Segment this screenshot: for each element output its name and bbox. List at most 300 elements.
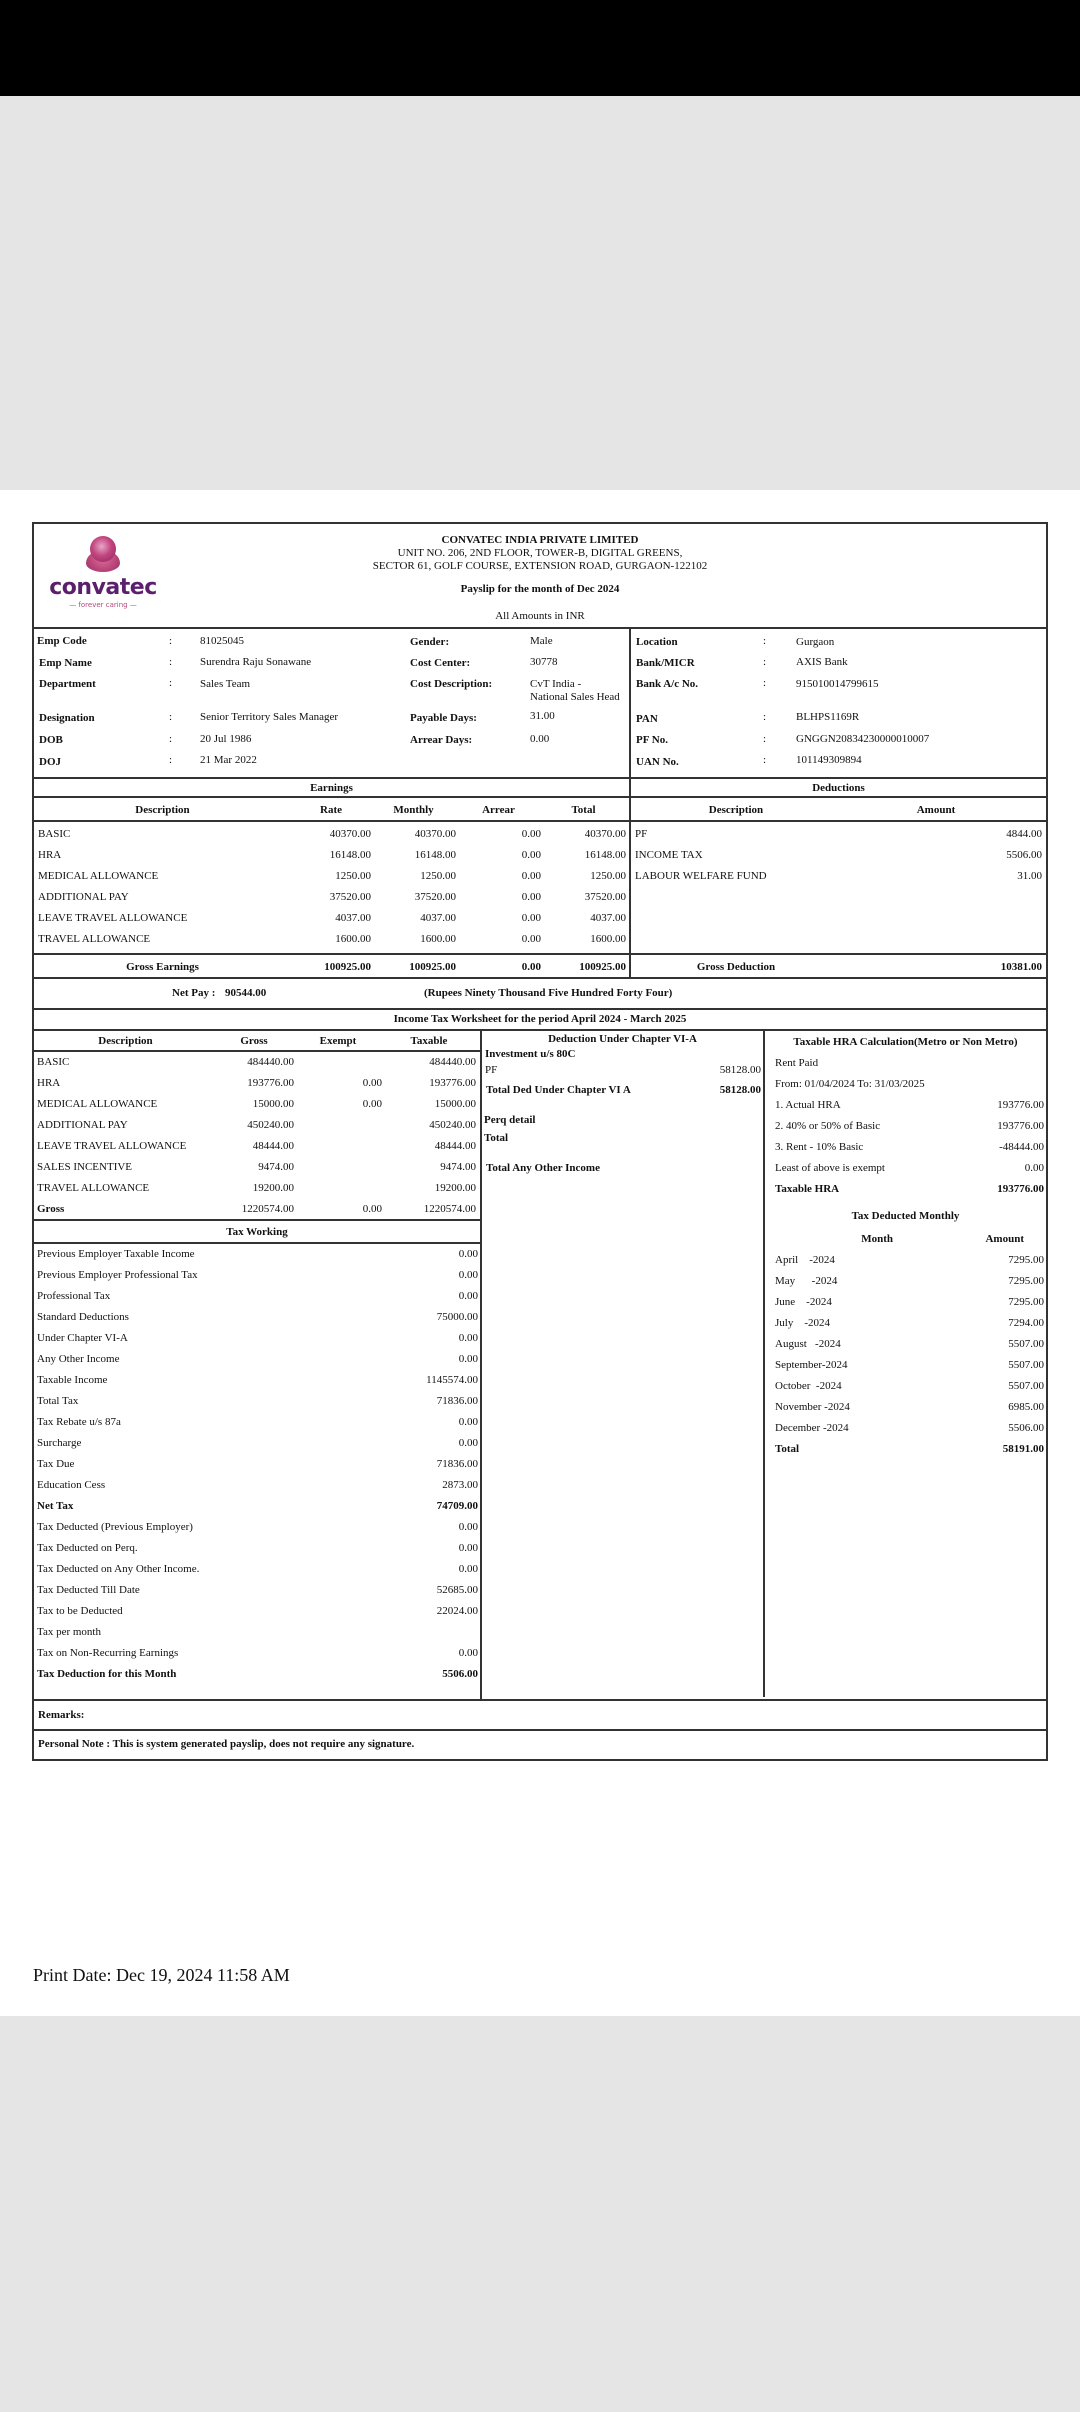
department-value: Sales Team [200,678,251,690]
income-description: ADDITIONAL PAY [37,1119,128,1131]
gross-earnings-label: Gross Earnings [126,961,199,973]
col-arrear: Arrear [482,804,515,816]
income-exempt [294,1052,382,1073]
investment-80c-label: Investment u/s 80C [485,1048,576,1060]
earning-total: 37520.00 [584,891,626,903]
earnings-title: Earnings [34,779,629,798]
table-row [765,1313,1046,1334]
table-row [34,1157,480,1178]
tax-working-label: Tax Deducted on Perq. [37,1542,138,1554]
income-description: TRAVEL ALLOWANCE [37,1182,150,1194]
earning-rate: 1250.00 [335,870,371,882]
net-tax-value: 74709.00 [436,1500,478,1512]
table-row [765,1355,1046,1376]
month-label: November -2024 [775,1401,850,1413]
table-row [34,1094,480,1115]
net-pay-value: 90544.00 [225,987,267,999]
tax-deduction-month-value: 5506.00 [442,1668,478,1680]
hra-period-text: From: 01/04/2024 To: 31/03/2025 [775,1078,925,1090]
employee-info [34,629,1046,779]
earning-description: ADDITIONAL PAY [38,891,129,903]
gender-label: Gender: [410,636,450,648]
gross-earnings-monthly: 100925.00 [409,961,456,973]
table-row [34,866,629,887]
earning-rate: 16148.00 [329,849,371,861]
table-row [631,866,1046,887]
earning-description: LEAVE TRAVEL ALLOWANCE [38,912,188,924]
net-pay-label: Net Pay : [172,987,216,999]
deductions-table [631,779,1046,977]
taxable-hra-label: Taxable HRA [775,1183,840,1195]
table-row [765,1376,1046,1397]
employee-info-right [631,629,1046,777]
net-pay-words: (Rupees Ninety Thousand Five Hundred Forty Four) [424,987,673,999]
hra-label: Least of above is exempt [775,1162,885,1174]
income-gross-row [34,1199,480,1221]
income-taxable: 450240.00 [429,1119,476,1131]
tax-working-label: Tax Deducted on Any Other Income. [37,1563,200,1575]
earning-arrear: 0.00 [521,912,541,924]
month-label: October -2024 [775,1380,842,1392]
tax-working-label: Under Chapter VI-A [37,1332,128,1344]
tax-working-value: 52685.00 [436,1584,478,1596]
table-row [34,1454,480,1475]
earning-monthly: 1250.00 [420,870,456,882]
earning-description: MEDICAL ALLOWANCE [38,870,159,882]
department-label: Department [39,678,96,690]
logo-tagline: — forever caring — [69,601,137,609]
table-row [34,824,629,845]
tax-working-value: 75000.00 [436,1311,478,1323]
tax-working-value: 0.00 [458,1332,478,1344]
income-gross: 15000.00 [252,1098,294,1110]
income-gross: 19200.00 [252,1182,294,1194]
payslip-document [32,522,1048,1761]
separator: : [763,656,767,668]
col-exempt: Exempt [319,1035,357,1047]
uan-label: UAN No. [636,756,679,768]
bank-account-value: 915010014799615 [796,678,879,690]
deduction-amount: 4844.00 [1006,828,1042,840]
doj-value: 21 Mar 2022 [200,754,257,766]
table-row [34,1664,480,1685]
month-amount: 7294.00 [1008,1317,1044,1329]
tax-working-label: Tax Deducted Till Date [37,1584,140,1596]
cost-description-label: Cost Description: [410,678,493,690]
hra-and-monthly-tax [765,1031,1046,1697]
table-row [765,1116,1046,1137]
tax-working-value [370,1622,480,1643]
taxable-hra-row [765,1179,1046,1200]
income-exempt: 0.00 [362,1077,382,1089]
separator: : [763,711,767,723]
taxable-hra-value: 193776.00 [997,1183,1044,1195]
table-row [631,845,1046,866]
table-row [34,929,629,950]
month-label: June -2024 [775,1296,832,1308]
earning-rate: 4037.00 [335,912,371,924]
hra-value: 0.00 [1024,1162,1044,1174]
monthly-tax-total-value: 58191.00 [1002,1443,1044,1455]
print-date: Print Date: Dec 19, 2024 11:58 AM [33,1965,290,1985]
perq-total-label: Total [484,1132,509,1144]
tax-working-value: 0.00 [458,1647,478,1659]
payslip-title: Payslip for the month of Dec 2024 [460,583,620,595]
earning-arrear: 0.00 [521,828,541,840]
tax-working-value: 2873.00 [442,1479,478,1491]
earning-monthly: 37520.00 [414,891,456,903]
worksheet-title: Income Tax Worksheet for the period April 2024 - March 2025 [34,1010,1046,1031]
table-row [34,1412,480,1433]
hra-value: 193776.00 [997,1099,1044,1111]
top-status-bar [0,0,1080,96]
separator: : [763,733,767,745]
total-ded-row [482,1079,763,1101]
tax-working-label: Taxable Income [37,1374,108,1386]
income-gross: 48444.00 [252,1140,294,1152]
table-row [34,1178,480,1199]
month-amount: 5506.00 [1008,1422,1044,1434]
table-row [631,824,1046,845]
table-row [765,1397,1046,1418]
personal-note: Personal Note : This is system generated payslip, does not require any signature. [38,1738,415,1750]
income-taxable: 15000.00 [434,1098,476,1110]
table-row [34,1433,480,1454]
earning-arrear: 0.00 [521,891,541,903]
income-exempt [294,1157,382,1178]
table-row [765,1137,1046,1158]
earning-description: HRA [38,849,62,861]
earning-monthly: 40370.00 [414,828,456,840]
income-gross: 484440.00 [247,1056,294,1068]
table-row [34,1538,480,1559]
month-label: April -2024 [775,1254,835,1266]
pan-value: BLHPS1169R [796,711,860,723]
table-row [34,1370,480,1391]
income-description: HRA [37,1077,61,1089]
table-row [765,1095,1046,1116]
table-row [34,1073,480,1094]
earnings-deductions-section [34,779,1046,979]
income-and-tax-working [34,1031,482,1699]
table-row [34,1244,480,1265]
location-label: Location [636,636,678,648]
company-address-1: UNIT NO. 206, 2ND FLOOR, TOWER-B, DIGITAL GREENS, [397,547,683,559]
month-label: August -2024 [775,1338,841,1350]
month-amount: 7295.00 [1008,1296,1044,1308]
company-address-2: SECTOR 61, GOLF COURSE, EXTENSION ROAD, GURGAON-122102 [372,560,708,572]
earning-total: 1250.00 [590,870,626,882]
payslip-page [0,490,1080,2016]
table-row [34,887,629,908]
pf-number-value: GNGGN20834230000010007 [796,733,930,745]
monthly-tax-header [765,1229,1046,1250]
cost-description-value: CvT India - [530,678,582,690]
bank-account-label: Bank A/c No. [636,678,699,690]
table-row [34,1475,480,1496]
income-header-row [34,1031,480,1052]
table-row [34,1307,480,1328]
col-taxable: Taxable [410,1035,448,1047]
earning-arrear: 0.00 [521,933,541,945]
separator: : [169,656,173,668]
pf-label: PF [485,1064,498,1076]
tax-working-value: 0.00 [458,1563,478,1575]
gross-earnings-row [34,953,629,977]
income-description: BASIC [37,1056,70,1068]
tax-working-value: 0.00 [458,1248,478,1260]
employee-info-left [34,629,631,777]
table-row [765,1334,1046,1355]
income-taxable: 9474.00 [440,1161,476,1173]
emp-code-label: Emp Code [37,635,87,647]
income-gross: 193776.00 [247,1077,294,1089]
designation-value: Senior Territory Sales Manager [200,711,339,723]
table-row [34,1052,480,1073]
income-exempt [294,1115,382,1136]
tax-working-value: 0.00 [458,1521,478,1533]
income-taxable: 484440.00 [429,1056,476,1068]
uan-value: 101149309894 [796,754,862,766]
income-taxable: 19200.00 [434,1182,476,1194]
table-row [34,1580,480,1601]
cost-center-value: 30778 [530,656,558,668]
tax-working-label: Tax Deducted (Previous Employer) [37,1521,193,1533]
tax-working-value: 0.00 [458,1437,478,1449]
table-row [34,1517,480,1538]
income-taxable: 193776.00 [429,1077,476,1089]
separator: : [169,754,173,766]
currency-note: All Amounts in INR [495,610,585,622]
separator: : [763,677,767,689]
hra-label: 2. 40% or 50% of Basic [775,1120,881,1132]
earning-rate: 37520.00 [329,891,371,903]
tax-working-value: 71836.00 [436,1395,478,1407]
pf-row [482,1061,763,1079]
tax-working-label: Surcharge [37,1437,82,1449]
hra-period [765,1074,1046,1095]
emp-name-value: Surendra Raju Sonawane [200,656,312,668]
tax-working-label: Tax Due [37,1458,75,1470]
income-description: SALES INCENTIVE [37,1161,133,1173]
tax-working-label: Total Tax [37,1395,79,1407]
company-name: CONVATEC INDIA PRIVATE LIMITED [441,534,639,546]
table-row [34,1328,480,1349]
table-row [34,1622,480,1643]
income-gross: 9474.00 [258,1161,294,1173]
separator: : [763,635,767,647]
table-row [34,1559,480,1580]
rent-paid-text: Rent Paid [775,1057,819,1069]
tax-working-label: Standard Deductions [37,1311,129,1323]
month-label: May -2024 [775,1275,838,1287]
gross-deduction-row [631,953,1046,977]
col-description: Description [135,804,190,816]
table-row [34,845,629,866]
monthly-tax-total-row [765,1439,1046,1460]
col-rate: Rate [320,804,342,816]
month-amount: 7295.00 [1008,1254,1044,1266]
earnings-header-row [34,798,629,822]
tax-working-value: 0.00 [458,1416,478,1428]
table-row [34,1643,480,1664]
earning-total: 40370.00 [584,828,626,840]
remarks-row: Remarks: [34,1701,1046,1731]
col-amount: Amount [916,804,956,816]
separator: : [169,677,173,689]
earning-arrear: 0.00 [521,849,541,861]
hra-label: 3. Rent - 10% Basic [775,1141,864,1153]
deduction-amount: 5506.00 [1006,849,1042,861]
deduction-description: LABOUR WELFARE FUND [635,870,767,882]
table-row [34,1265,480,1286]
emp-code-value: 81025045 [200,635,244,647]
table-row [34,1496,480,1517]
earning-monthly: 1600.00 [420,933,456,945]
deductions-title: Deductions [631,779,1046,798]
gender-value: Male [530,635,553,647]
income-exempt [294,1178,382,1199]
tax-working-label: Tax to be Deducted [37,1605,123,1617]
month-amount: 5507.00 [1008,1380,1044,1392]
col-description: Description [98,1035,153,1047]
earning-description: TRAVEL ALLOWANCE [38,933,151,945]
table-row [34,1136,480,1157]
col-gross: Gross [240,1035,268,1047]
month-label: September-2024 [775,1359,848,1371]
table-row [765,1271,1046,1292]
table-row [34,1115,480,1136]
income-description: LEAVE TRAVEL ALLOWANCE [37,1140,187,1152]
deductions-header-row [631,798,1046,822]
table-row [765,1418,1046,1439]
tax-working-label: Tax per month [37,1626,101,1638]
gross-earnings-total: 100925.00 [579,961,626,973]
gross-earnings-rate: 100925.00 [324,961,371,973]
gross-earnings-arrear: 0.00 [521,961,541,973]
payslip-header [34,524,1046,629]
rent-paid-label [765,1053,1046,1074]
separator: : [763,754,767,766]
tax-working-label: Tax on Non-Recurring Earnings [37,1647,179,1659]
earning-monthly: 16148.00 [414,849,456,861]
cost-center-label: Cost Center: [410,657,471,669]
deduction-description: INCOME TAX [635,849,703,861]
net-tax-label: Net Tax [37,1500,74,1512]
income-taxable: 48444.00 [434,1140,476,1152]
cost-description-value-2: National Sales Head [530,691,620,703]
tax-working-value: 0.00 [458,1290,478,1302]
tax-working-label: Any Other Income [37,1353,120,1365]
col-monthly: Monthly [393,804,434,816]
chapter-via-title: Deduction Under Chapter VI-A [548,1033,697,1045]
col-description: Description [708,804,764,816]
tax-working-label: Education Cess [37,1479,106,1491]
earning-description: BASIC [38,828,71,840]
gross-deduction-label: Gross Deduction [696,961,776,973]
earning-total: 1600.00 [590,933,626,945]
chapter-via-deductions [482,1031,765,1697]
emp-name-label: Emp Name [39,657,92,669]
col-amount: Amount [985,1233,1024,1245]
pf-value: 58128.00 [719,1064,761,1076]
tax-working-value: 71836.00 [436,1458,478,1470]
table-row [765,1250,1046,1271]
arrear-days-value: 0.00 [530,733,550,745]
table-row [34,908,629,929]
tax-worksheet [34,1031,1046,1701]
income-gross-total: 1220574.00 [241,1203,294,1215]
earning-monthly: 4037.00 [420,912,456,924]
income-exempt: 0.00 [362,1098,382,1110]
net-pay-row [34,979,1046,1010]
hra-value: 193776.00 [997,1120,1044,1132]
dob-label: DOB [39,734,63,746]
month-amount: 5507.00 [1008,1359,1044,1371]
tax-working-label: Previous Employer Professional Tax [37,1269,198,1281]
tax-working-title: Tax Working [34,1221,480,1244]
designation-label: Designation [39,712,95,724]
earning-rate: 40370.00 [329,828,371,840]
tax-working-label: Tax Rebate u/s 87a [37,1416,121,1428]
earning-arrear: 0.00 [521,870,541,882]
other-income-label: Total Any Other Income [486,1162,600,1174]
payable-days-value: 31.00 [530,710,555,722]
table-row [34,1601,480,1622]
bank-micr-value: AXIS Bank [796,656,848,668]
company-block [34,534,1046,623]
earning-total: 4037.00 [590,912,626,924]
total-ded-label: Total Ded Under Chapter VI A [486,1084,631,1096]
pf-number-label: PF No. [636,734,668,746]
table-row [34,1286,480,1307]
table-row [765,1292,1046,1313]
hra-title: Taxable HRA Calculation(Metro or Non Metro) [793,1036,1018,1048]
deduction-amount: 31.00 [1017,870,1042,882]
month-label: July -2024 [775,1317,830,1329]
tax-working-value: 0.00 [458,1542,478,1554]
separator: : [169,711,173,723]
doj-label: DOJ [39,756,61,768]
pan-label: PAN [636,713,658,725]
separator: : [169,733,173,745]
col-total: Total [571,804,596,816]
month-amount: 7295.00 [1008,1275,1044,1287]
month-amount: 5507.00 [1008,1338,1044,1350]
tax-working-value: 22024.00 [436,1605,478,1617]
table-row [34,1349,480,1370]
payable-days-label: Payable Days: [410,712,477,724]
month-label: December -2024 [775,1422,849,1434]
income-exempt [294,1136,382,1157]
deduction-description: PF [635,828,648,840]
dob-value: 20 Jul 1986 [200,733,252,745]
table-row [765,1158,1046,1179]
income-gross-label: Gross [37,1203,65,1215]
separator: : [169,635,173,647]
earning-rate: 1600.00 [335,933,371,945]
tax-deduction-month-label: Tax Deduction for this Month [37,1668,177,1680]
earning-total: 16148.00 [584,849,626,861]
tax-working-label: Professional Tax [37,1290,111,1302]
earnings-table [34,779,631,977]
income-description: MEDICAL ALLOWANCE [37,1098,158,1110]
tax-working-value: 0.00 [458,1353,478,1365]
month-amount: 6985.00 [1008,1401,1044,1413]
bank-micr-label: Bank/MICR [636,657,695,669]
monthly-tax-title: Tax Deducted Monthly [851,1210,960,1222]
income-gross: 450240.00 [247,1119,294,1131]
